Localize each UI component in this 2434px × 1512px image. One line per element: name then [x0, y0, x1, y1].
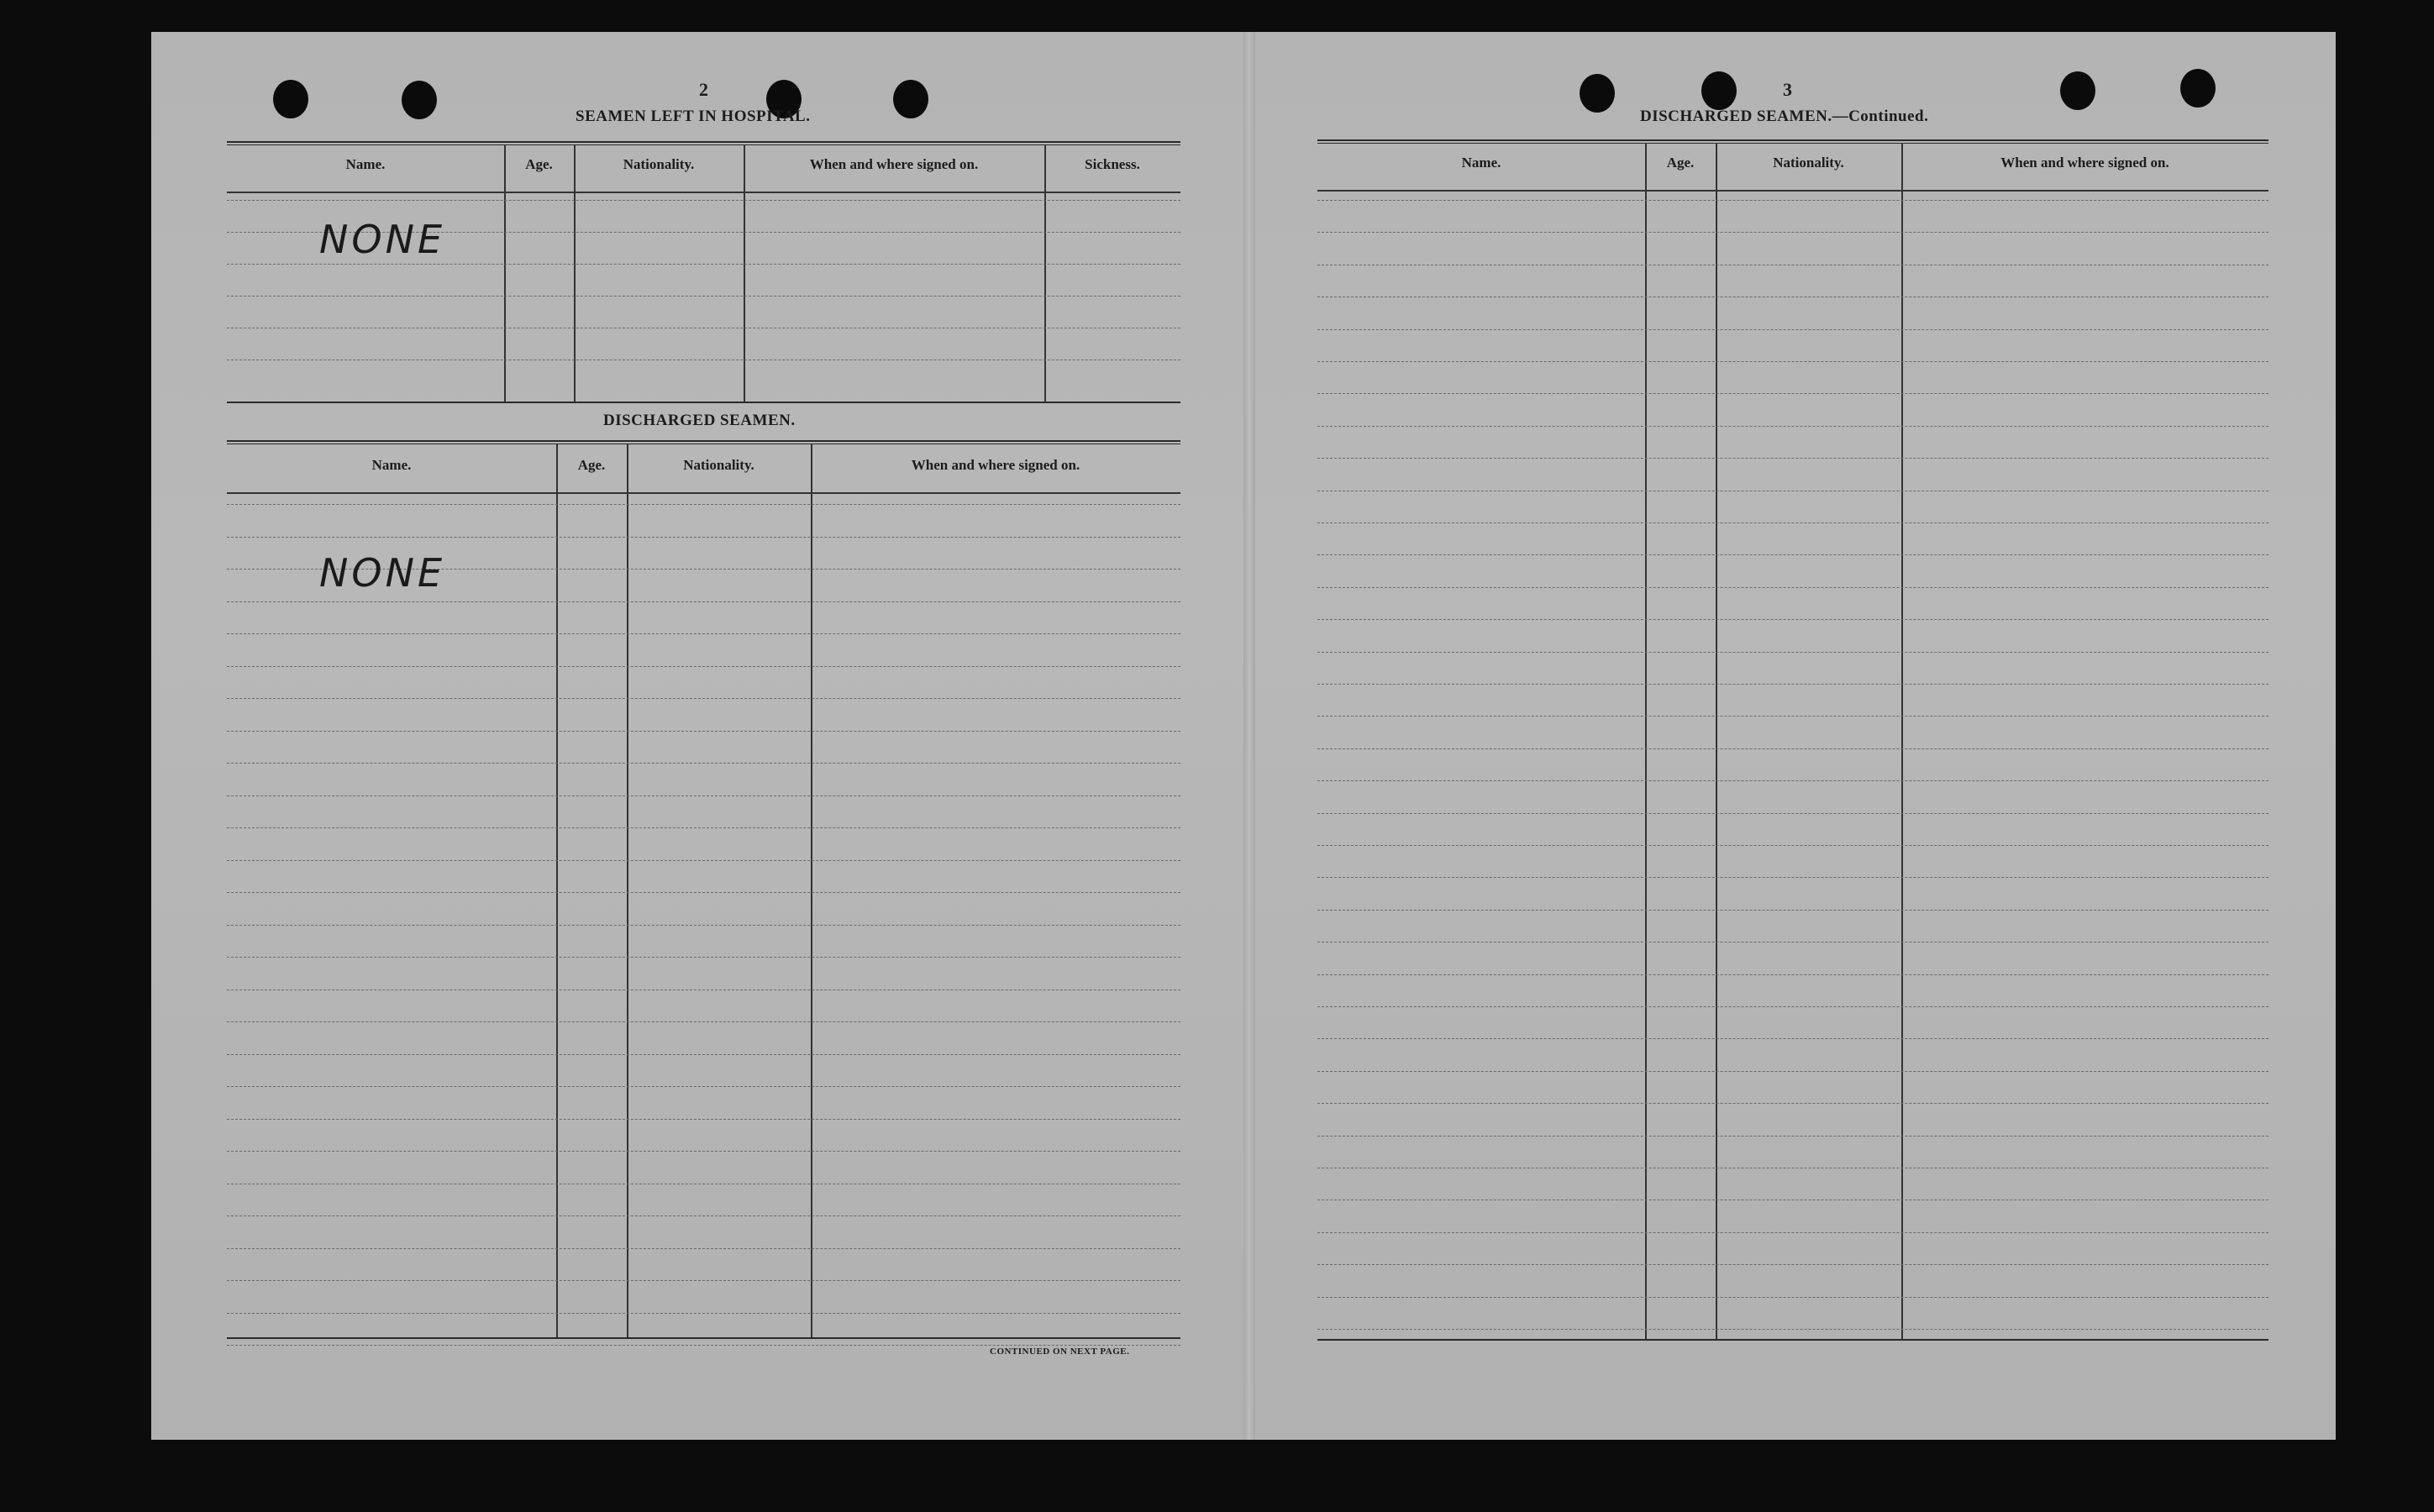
ruled-line [1317, 1136, 2268, 1137]
discharged-continued-table [1317, 139, 2268, 1342]
ruled-line [227, 504, 1180, 505]
ruled-line [1317, 1006, 2268, 1007]
ruled-rows [227, 141, 1180, 403]
column-header-age: Age. [577, 457, 606, 473]
ruled-line [227, 1054, 1180, 1055]
ruled-line [1317, 716, 2268, 717]
punch-hole [1701, 71, 1737, 110]
ruled-line [1317, 200, 2268, 201]
ruled-line [1317, 684, 2268, 685]
ruled-line [1317, 554, 2268, 555]
column-header-signed-on: When and where signed on. [2000, 155, 2169, 171]
punch-hole [2180, 69, 2216, 108]
hospital-section-title: SEAMEN LEFT IN HOSPITAL. [576, 108, 811, 125]
ruled-line [227, 1021, 1180, 1022]
ruled-line [1317, 393, 2268, 394]
ruled-line [1317, 1038, 2268, 1039]
discharged-entry-handwritten: NONE [319, 550, 446, 596]
ruled-line [1317, 845, 2268, 846]
ruled-line [227, 827, 1180, 828]
ruled-line [1317, 361, 2268, 362]
ruled-line [1317, 974, 2268, 975]
punch-hole [1580, 74, 1615, 113]
ruled-line [227, 200, 1180, 201]
ruled-line [1317, 748, 2268, 749]
ruled-rows [1317, 139, 2268, 1342]
ruled-line [1317, 587, 2268, 588]
column-header-nationality: Nationality. [683, 457, 754, 473]
ruled-line [1317, 877, 2268, 878]
ruled-line [227, 1215, 1180, 1216]
ruled-line [227, 633, 1180, 634]
ruled-line [227, 1151, 1180, 1152]
column-header-name: Name. [1461, 155, 1501, 171]
ruled-line [1317, 458, 2268, 459]
column-header-name: Name. [371, 457, 412, 473]
ruled-line [1317, 1329, 2268, 1330]
ruled-line [227, 925, 1180, 926]
ruled-line [227, 1280, 1180, 1281]
discharged-section-title: DISCHARGED SEAMEN. [603, 412, 796, 429]
ruled-line [227, 601, 1180, 602]
ruled-line [1317, 813, 2268, 814]
column-header-nationality: Nationality. [623, 156, 695, 172]
ruled-line [227, 731, 1180, 732]
ruled-line [227, 698, 1180, 699]
punch-hole [402, 81, 437, 119]
ruled-line [227, 957, 1180, 958]
hospital-entry-handwritten: NONE [319, 217, 446, 262]
page-number-left: 2 [699, 79, 708, 100]
ruled-line [227, 296, 1180, 297]
column-header-nationality: Nationality. [1773, 155, 1844, 171]
ruled-line [227, 892, 1180, 893]
ruled-line [1317, 426, 2268, 427]
ruled-line [227, 666, 1180, 667]
column-header-age: Age. [1666, 155, 1695, 171]
punch-hole [2060, 71, 2095, 110]
ruled-line [227, 264, 1180, 265]
ruled-line [1317, 619, 2268, 620]
column-header-age: Age. [525, 156, 553, 172]
ruled-line [1317, 780, 2268, 781]
hospital-table [227, 141, 1180, 403]
ruled-line [1317, 652, 2268, 653]
ruled-line [1317, 1264, 2268, 1265]
continued-note: CONTINUED ON NEXT PAGE. [990, 1347, 1130, 1357]
column-header-sickness: Sickness. [1085, 156, 1140, 172]
ruled-line [227, 795, 1180, 796]
ruled-line [227, 860, 1180, 861]
ruled-line [227, 1313, 1180, 1314]
ruled-line [227, 537, 1180, 538]
ruled-line [1317, 910, 2268, 911]
ruled-line [227, 1119, 1180, 1120]
page-number-right: 3 [1783, 79, 1792, 100]
ruled-line [1317, 1297, 2268, 1298]
discharged-continued-title: DISCHARGED SEAMEN.—Continued. [1640, 108, 1929, 125]
ruled-line [1317, 1071, 2268, 1072]
ruled-line [1317, 1232, 2268, 1233]
page-fold [1243, 32, 1255, 1440]
ruled-line [227, 1248, 1180, 1249]
ruled-line [1317, 329, 2268, 330]
column-header-name: Name. [345, 156, 386, 172]
ruled-line [227, 1086, 1180, 1087]
ruled-line [1317, 1103, 2268, 1104]
ruled-line [227, 1345, 1180, 1346]
punch-hole [893, 80, 928, 118]
ruled-line [1317, 232, 2268, 233]
ruled-line [227, 763, 1180, 764]
column-header-signed-on: When and where signed on. [911, 457, 1080, 473]
ruled-line [1317, 522, 2268, 523]
punch-hole [273, 80, 308, 118]
column-header-signed-on: When and where signed on. [809, 156, 979, 172]
